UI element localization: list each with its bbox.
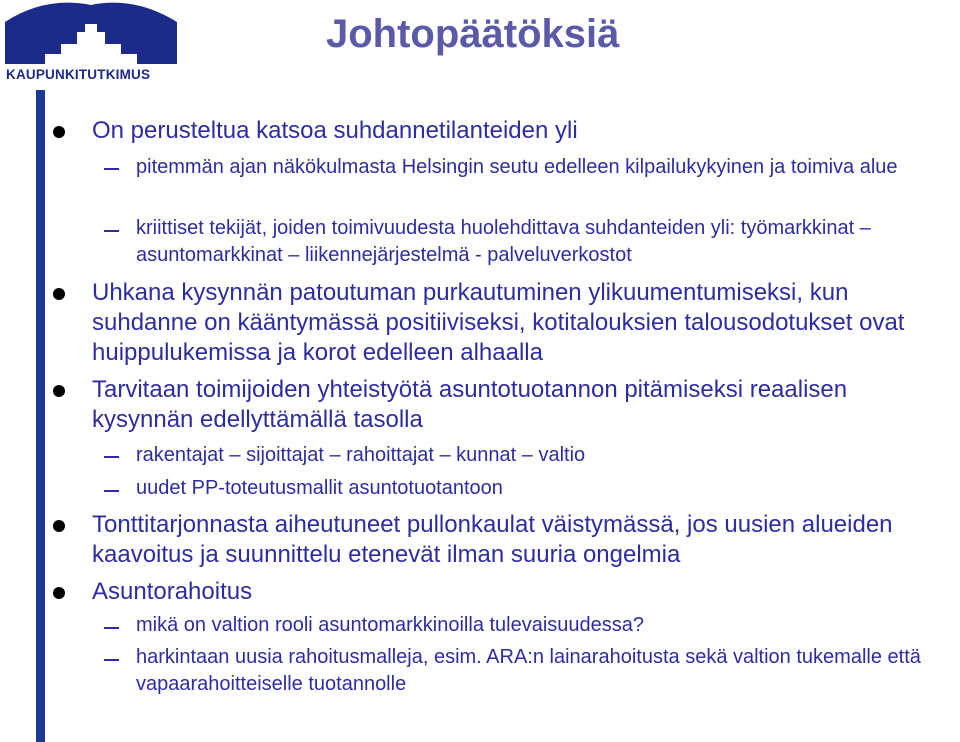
bullet-icon [53, 288, 65, 300]
bullet-icon [53, 385, 65, 397]
bullet-text: Tarvitaan toimijoiden yhteistyötä asuntotuotannon pitämiseksi reaalisen kysynnän edellyttämällä tasolla [92, 376, 848, 433]
bullet-icon [53, 126, 65, 138]
sub-bullet-text: kriittiset tekijät, joiden toimivuudesta huolehdittava suhdanteiden yli: työmarkkinat – asuntomarkkinat – liikennejärjestelmä - palveluverkostot [136, 217, 871, 266]
dash-icon [104, 168, 119, 170]
sub-bullet-text: mikä on valtion rooli asuntomarkkinoilla tulevaisuudessa? [136, 614, 645, 636]
dash-icon [104, 230, 119, 232]
bullet-text: On perusteltua katsoa suhdannetilanteiden yli [92, 117, 578, 144]
dash-icon [104, 456, 119, 458]
sub-bullet-text: rakentajat – sijoittajat – rahoittajat – kunnat – valtio [136, 444, 586, 466]
slide-title: Johtopäätöksiä [326, 12, 620, 56]
logo-text: KAUPUNKITUTKIMUS [6, 67, 151, 82]
bullet-text: Asuntorahoitus [92, 578, 253, 605]
sub-bullet-text: uudet PP-toteutusmallit asuntotuotantoon [136, 477, 503, 499]
bullet-text: Uhkana kysynnän patoutuman purkautuminen ylikuumentumiseksi, kun suhdanne on kääntymässä positiiviseksi, kotitalouksien talousodotukset ovat huippulukemissa ja korot edelleen alhaalla [92, 279, 905, 366]
bullet-icon [53, 520, 65, 532]
sub-bullet-text: pitemmän ajan näkökulmasta Helsingin seutu edelleen kilpailukykyinen ja toimiva alue [136, 156, 898, 178]
sub-bullet-text: harkintaan uusia rahoitusmalleja, esim. ARA:n lainarahoitusta sekä valtion tukemalle että vapaarahoitteiselle tuotannolle [136, 646, 921, 695]
dash-icon [104, 490, 119, 492]
dash-icon [104, 659, 119, 661]
bullet-text: Tonttitarjonnasta aiheutuneet pullonkaulat väistymässä, jos uusien alueiden kaavoitus ja suunnittelu etenevät ilman suuria ongelmia [92, 511, 893, 568]
bullet-icon [53, 587, 65, 599]
dash-icon [104, 627, 119, 629]
